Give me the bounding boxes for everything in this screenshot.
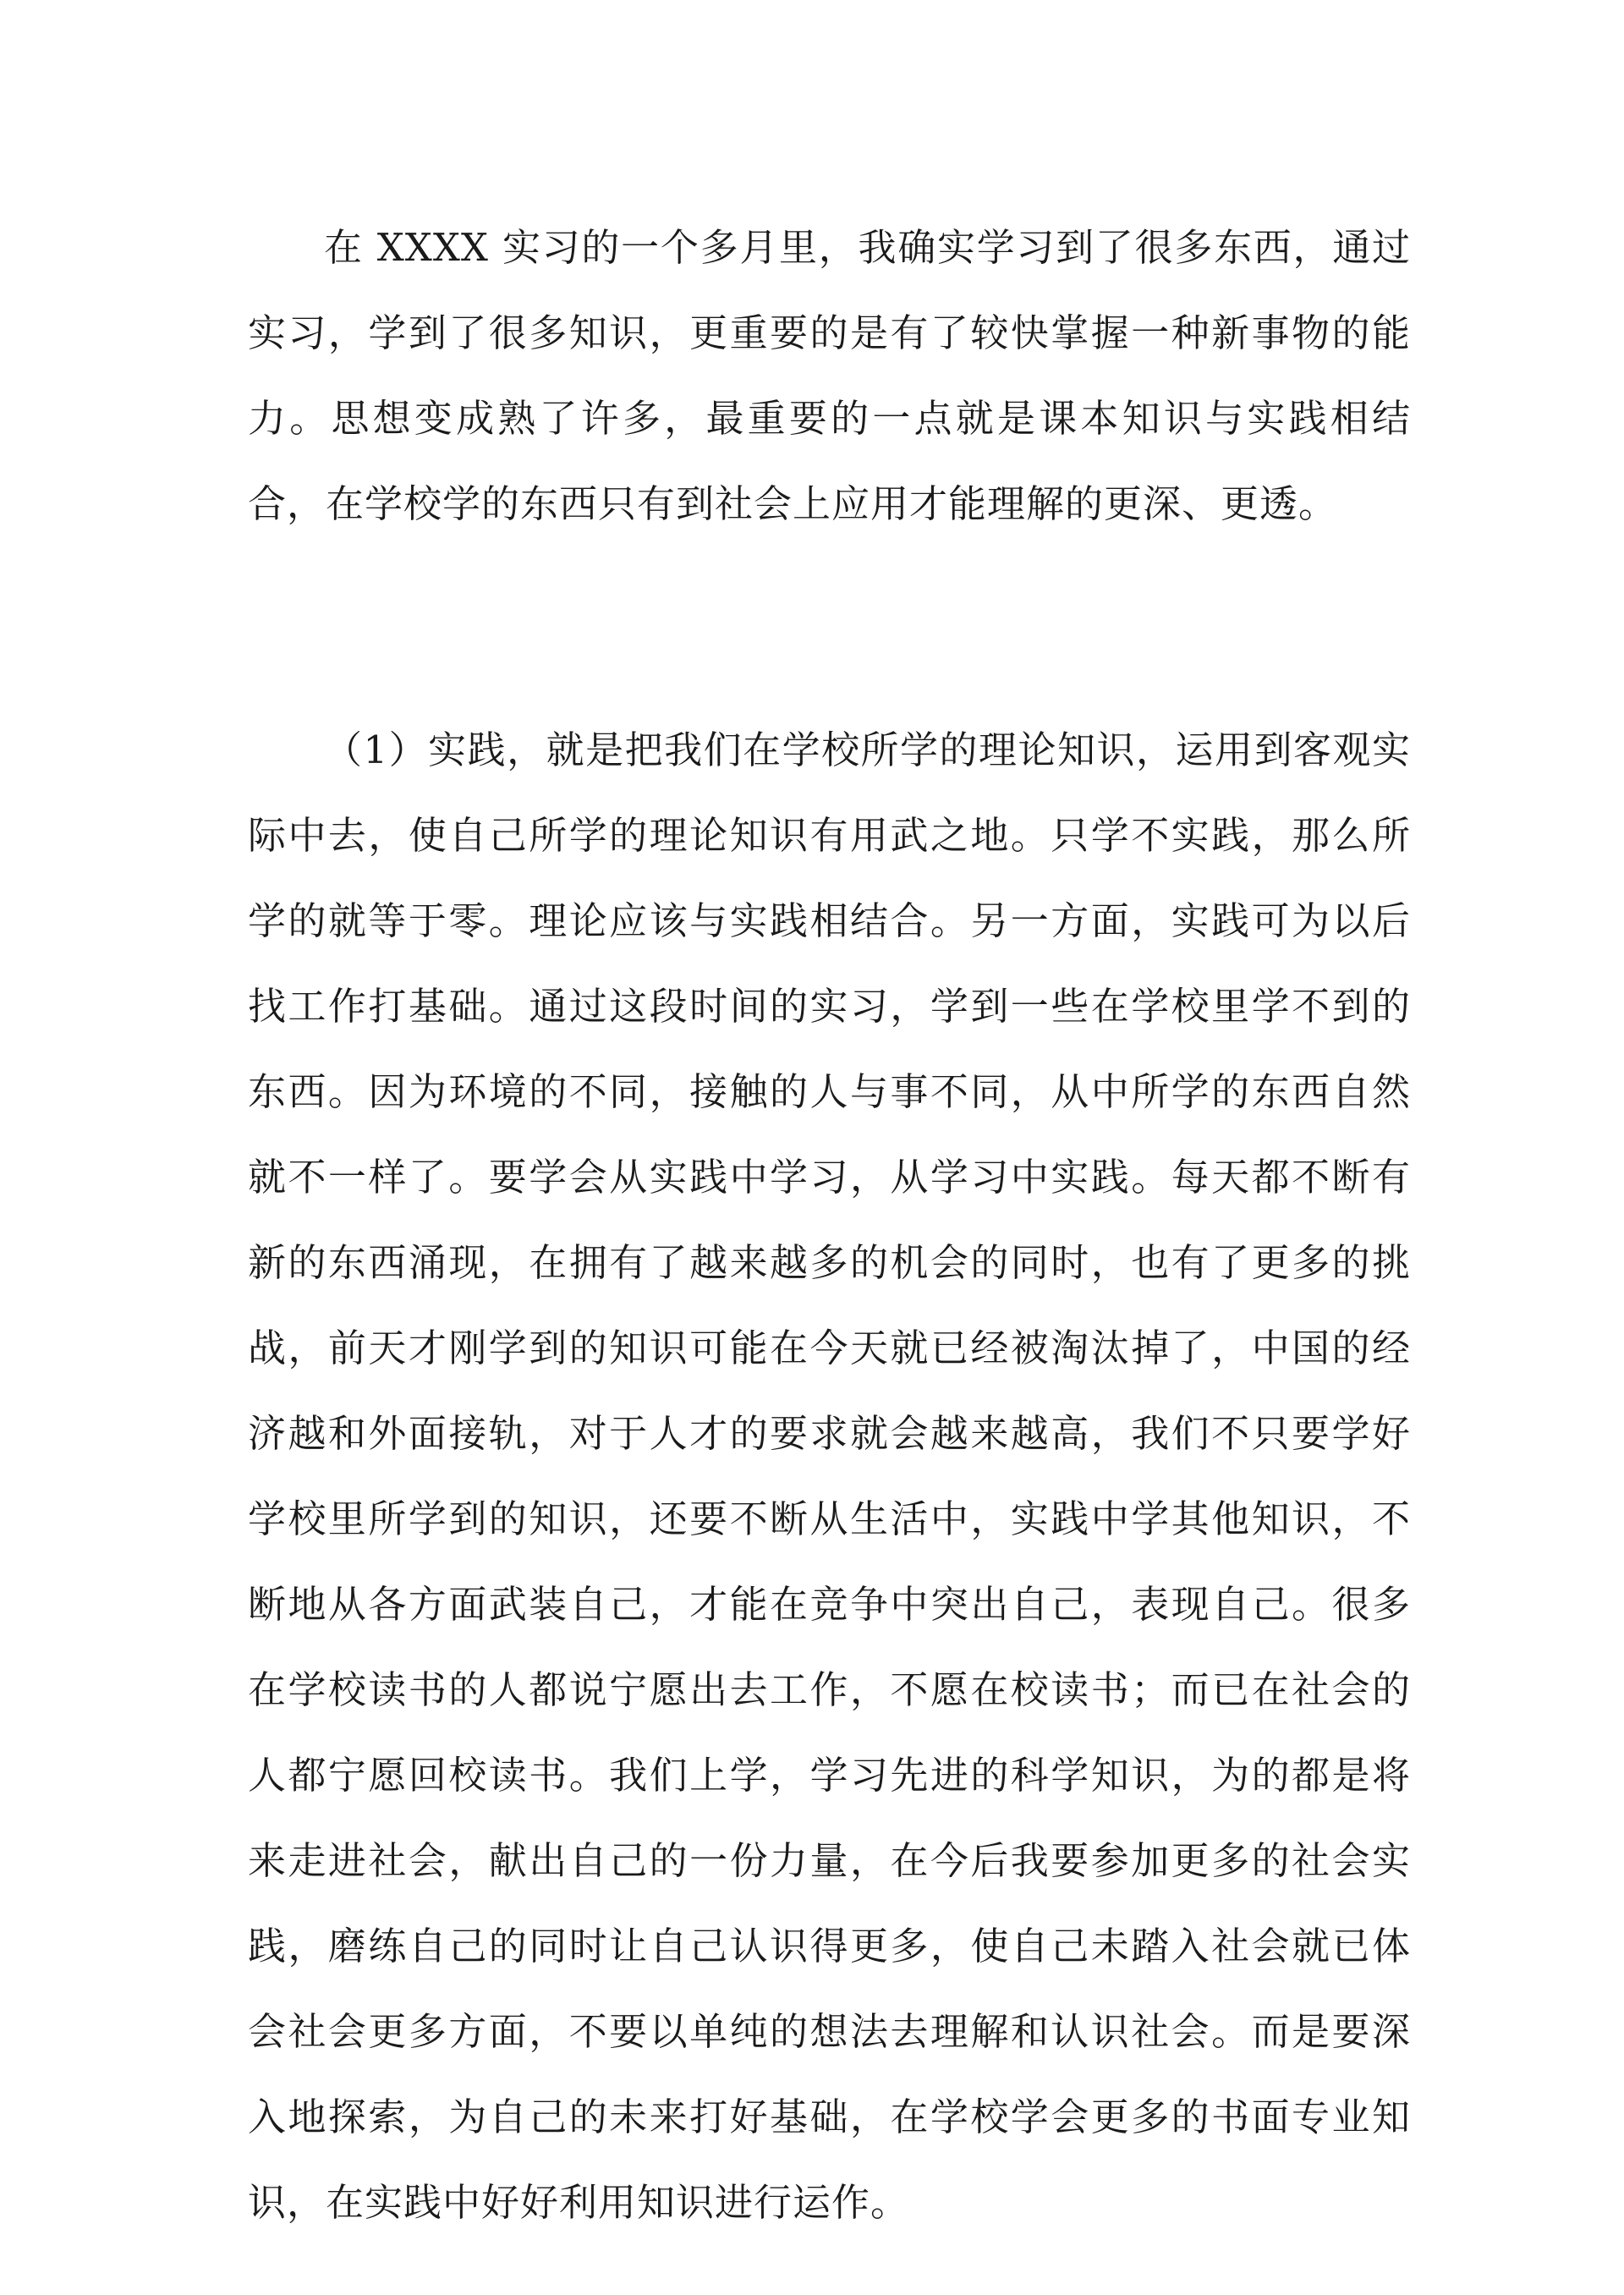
- paragraph-practice: （1）实践，就是把我们在学校所学的理论知识，运用到客观实际中去，使自己所学的理论知识有用武之地。只学不实践，那么所学的就等于零。理论应该与实践相结合。另一方面，实践可为以后找工作打基础。通过这段时间的实习，学到一些在学校里学不到的东西。因为环境的不同，接触的人与事不同，从中所学的东西自然就不一样了。要学会从实践中学习，从学习中实践。每天都不断有新的东西涌现，在拥有了越来越多的机会的同时，也有了更多的挑战，前天才刚学到的知识可能在今天就已经被淘汰掉了，中国的经济越和外面接轨，对于人才的要求就会越来越高，我们不只要学好学校里所学到的知识，还要不断从生活中，实践中学其他知识，不断地从各方面武装自己，才能在竞争中突出自己，表现自己。很多在学校读书的人都说宁愿出去工作，不愿在校读书；而已在社会的人都宁愿回校读书。我们上学，学习先进的科学知识，为的都是将来走进社会，献出自己的一份力量，在今后我要参加更多的社会实践，磨练自己的同时让自己认识得更多，使自己未踏入社会就已体会社会更多方面，不要以单纯的想法去理解和认识社会。而是要深入地探索，为自己的未来打好基础，在学校学会更多的书面专业知识，在实践中好好利用知识进行运作。: [248, 727, 1411, 2225]
- paragraph-internship-summary: 在 XXXX 实习的一个多月里，我确实学习到了很多东西，通过实习，学到了很多知识，更重要的是有了较快掌握一种新事物的能力。思想变成熟了许多，最重要的一点就是课本知识与实践相结合，在学校学的东西只有到社会上应用才能理解的更深、更透。: [248, 225, 1411, 526]
- document-body: [248, 205, 1411, 2245]
